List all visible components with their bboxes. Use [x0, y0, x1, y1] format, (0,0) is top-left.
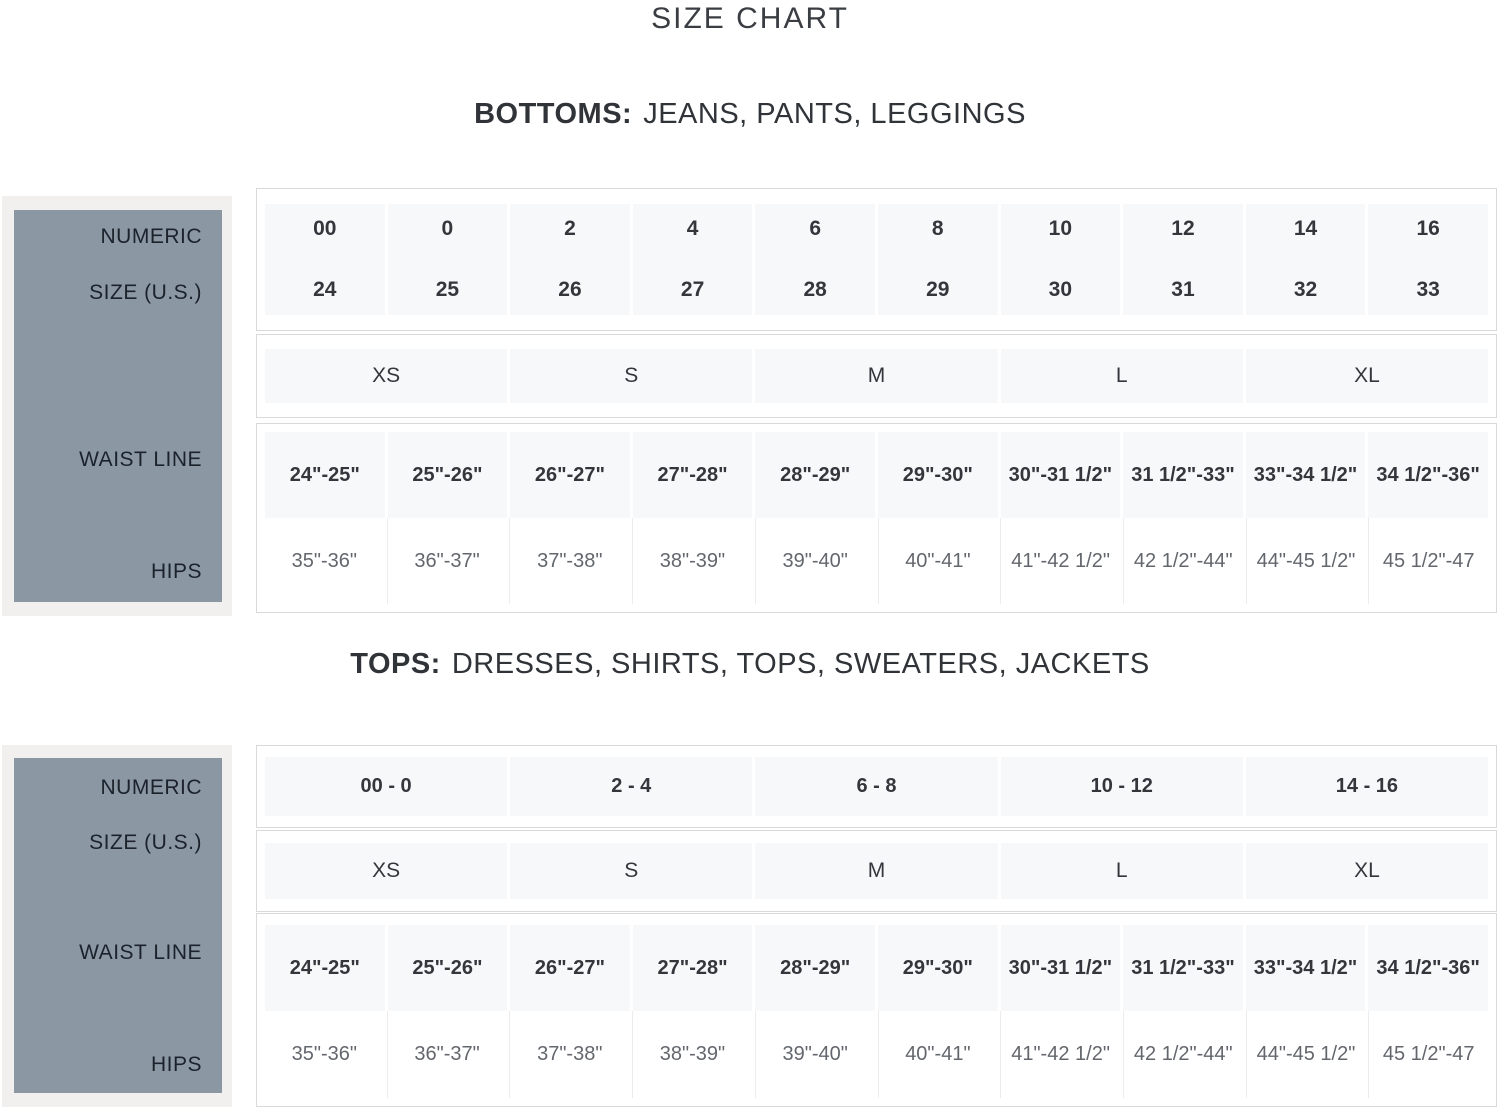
size-cell: 14 32: [1246, 204, 1366, 315]
size-cell: L: [1001, 349, 1243, 403]
waist-cell: 31 1/2"-33": [1123, 925, 1243, 1011]
bottoms-label-numeric: NUMERIC: [100, 225, 202, 248]
tops-hips-row: [265, 1011, 1488, 1098]
bottoms-measure-block: [256, 423, 1497, 613]
waist-cell: 28"-29": [755, 432, 875, 518]
waist-cell: 33"-34 1/2": [1246, 925, 1366, 1011]
tops-sidebar: [14, 758, 222, 1093]
size-cell: 0 25: [388, 204, 508, 315]
size-cell: 14 - 16: [1246, 757, 1488, 816]
tops-sidebar-frame: [2, 745, 232, 1107]
hips-cell: 39"-40": [755, 518, 875, 604]
hips-cell: 40"-41": [878, 1011, 998, 1098]
hips-cell: 39"-40": [755, 1011, 875, 1098]
tops-heading-items: DRESSES, SHIRTS, TOPS, SWEATERS, JACKETS: [451, 648, 1150, 680]
tops-measure-block: [256, 913, 1497, 1107]
waist-cell: 24"-25": [265, 432, 385, 518]
tops-numeric-row: [265, 757, 1488, 816]
waist-cell: 24"-25": [265, 925, 385, 1011]
size-cell: M: [755, 843, 997, 899]
waist-cell: 34 1/2"-36": [1368, 925, 1488, 1011]
tops-heading: [0, 648, 1500, 681]
size-cell: 6 - 8: [755, 757, 997, 816]
bottoms-heading-category: BOTTOMS:: [474, 98, 633, 130]
bottoms-heading: [0, 98, 1500, 131]
hips-cell: 38"-39": [632, 518, 752, 604]
waist-cell: 27"-28": [633, 925, 753, 1011]
hips-cell: 35"-36": [291, 549, 358, 572]
waist-cell: 30"-31 1/2": [1001, 925, 1121, 1011]
size-cell: 12 31: [1123, 204, 1243, 315]
waist-cell: 33"-34 1/2": [1246, 432, 1366, 518]
bottoms-label-waist: WAIST LINE: [79, 448, 202, 471]
size-cell: XS: [265, 349, 507, 403]
size-cell: 8 29: [878, 204, 998, 315]
waist-cell: 25"-26": [388, 432, 508, 518]
hips-cell: 40"-41": [878, 518, 998, 604]
hips-cell: 42 1/2"-44": [1123, 1011, 1243, 1098]
bottoms-sidebar: [14, 210, 222, 602]
size-cell: XL: [1246, 349, 1488, 403]
waist-cell: 25"-26": [388, 925, 508, 1011]
bottoms-letter-row: [265, 349, 1488, 403]
hips-cell: 42 1/2"-44": [1123, 518, 1243, 604]
bottoms-sidebar-frame: [2, 196, 232, 616]
size-cell: 2 26: [510, 204, 630, 315]
size-cell: 10 - 12: [1001, 757, 1243, 816]
waist-cell: 30"-31 1/2": [1001, 432, 1121, 518]
waist-cell: 29"-30": [878, 432, 998, 518]
waist-cell: 26"-27": [510, 925, 630, 1011]
size-cell: S: [510, 843, 752, 899]
waist-cell: 26"-27": [510, 432, 630, 518]
tops-waist-row: [265, 925, 1488, 1011]
size-cell: 2 - 4: [510, 757, 752, 816]
bottoms-heading-items: JEANS, PANTS, LEGGINGS: [643, 98, 1026, 130]
waist-cell: 31 1/2"-33": [1123, 432, 1243, 518]
bottoms-waist-row: [265, 432, 1488, 518]
tops-heading-category: TOPS:: [350, 648, 441, 680]
size-cell: 00 - 0: [265, 757, 507, 816]
bottoms-numeric-block: [256, 188, 1497, 331]
hips-cell: 37"-38": [509, 518, 629, 604]
bottoms-numeric-row: [265, 204, 1488, 315]
tops-label-hips: HIPS: [150, 1053, 202, 1076]
tops-label-waist: WAIST LINE: [79, 941, 202, 964]
hips-cell: 35"-36": [291, 1043, 358, 1065]
size-cell: L: [1001, 843, 1243, 899]
hips-cell: 44"-45 1/2": [1246, 518, 1366, 604]
waist-cell: 28"-29": [755, 925, 875, 1011]
bottoms-letter-block: [256, 334, 1497, 418]
size-cell: 4 27: [633, 204, 753, 315]
tops-label-numeric: NUMERIC: [100, 776, 202, 799]
size-cell: XL: [1246, 843, 1488, 899]
bottoms-label-size-us: SIZE (U.S.): [89, 281, 202, 304]
size-cell: 10 30: [1001, 204, 1121, 315]
bottoms-label-hips: HIPS: [150, 560, 202, 583]
hips-cell: 45 1/2"-47: [1368, 1011, 1488, 1098]
size-cell: M: [755, 349, 997, 403]
hips-cell: 38"-39": [632, 1011, 752, 1098]
hips-cell: 41"-42 1/2": [1000, 1011, 1120, 1098]
hips-cell: 45 1/2"-47: [1368, 518, 1488, 604]
tops-label-size-us: SIZE (U.S.): [89, 831, 202, 854]
size-cell: 00 24: [265, 204, 385, 315]
size-cell: 16 33: [1368, 204, 1488, 315]
size-cell: XS: [265, 843, 507, 899]
bottoms-hips-row: [265, 518, 1488, 604]
hips-cell: 37"-38": [509, 1011, 629, 1098]
size-cell: S: [510, 349, 752, 403]
page-title: SIZE CHART: [651, 2, 849, 35]
waist-cell: 27"-28": [633, 432, 753, 518]
tops-letter-block: [256, 830, 1497, 912]
hips-cell: 36"-37": [387, 518, 507, 604]
waist-cell: 29"-30": [878, 925, 998, 1011]
size-cell: 6 28: [755, 204, 875, 315]
waist-cell: 34 1/2"-36": [1368, 432, 1488, 518]
hips-cell: 41"-42 1/2": [1000, 518, 1120, 604]
tops-numeric-block: [256, 745, 1497, 828]
tops-letter-row: [265, 843, 1488, 899]
hips-cell: 44"-45 1/2": [1246, 1011, 1366, 1098]
hips-cell: 36"-37": [387, 1011, 507, 1098]
